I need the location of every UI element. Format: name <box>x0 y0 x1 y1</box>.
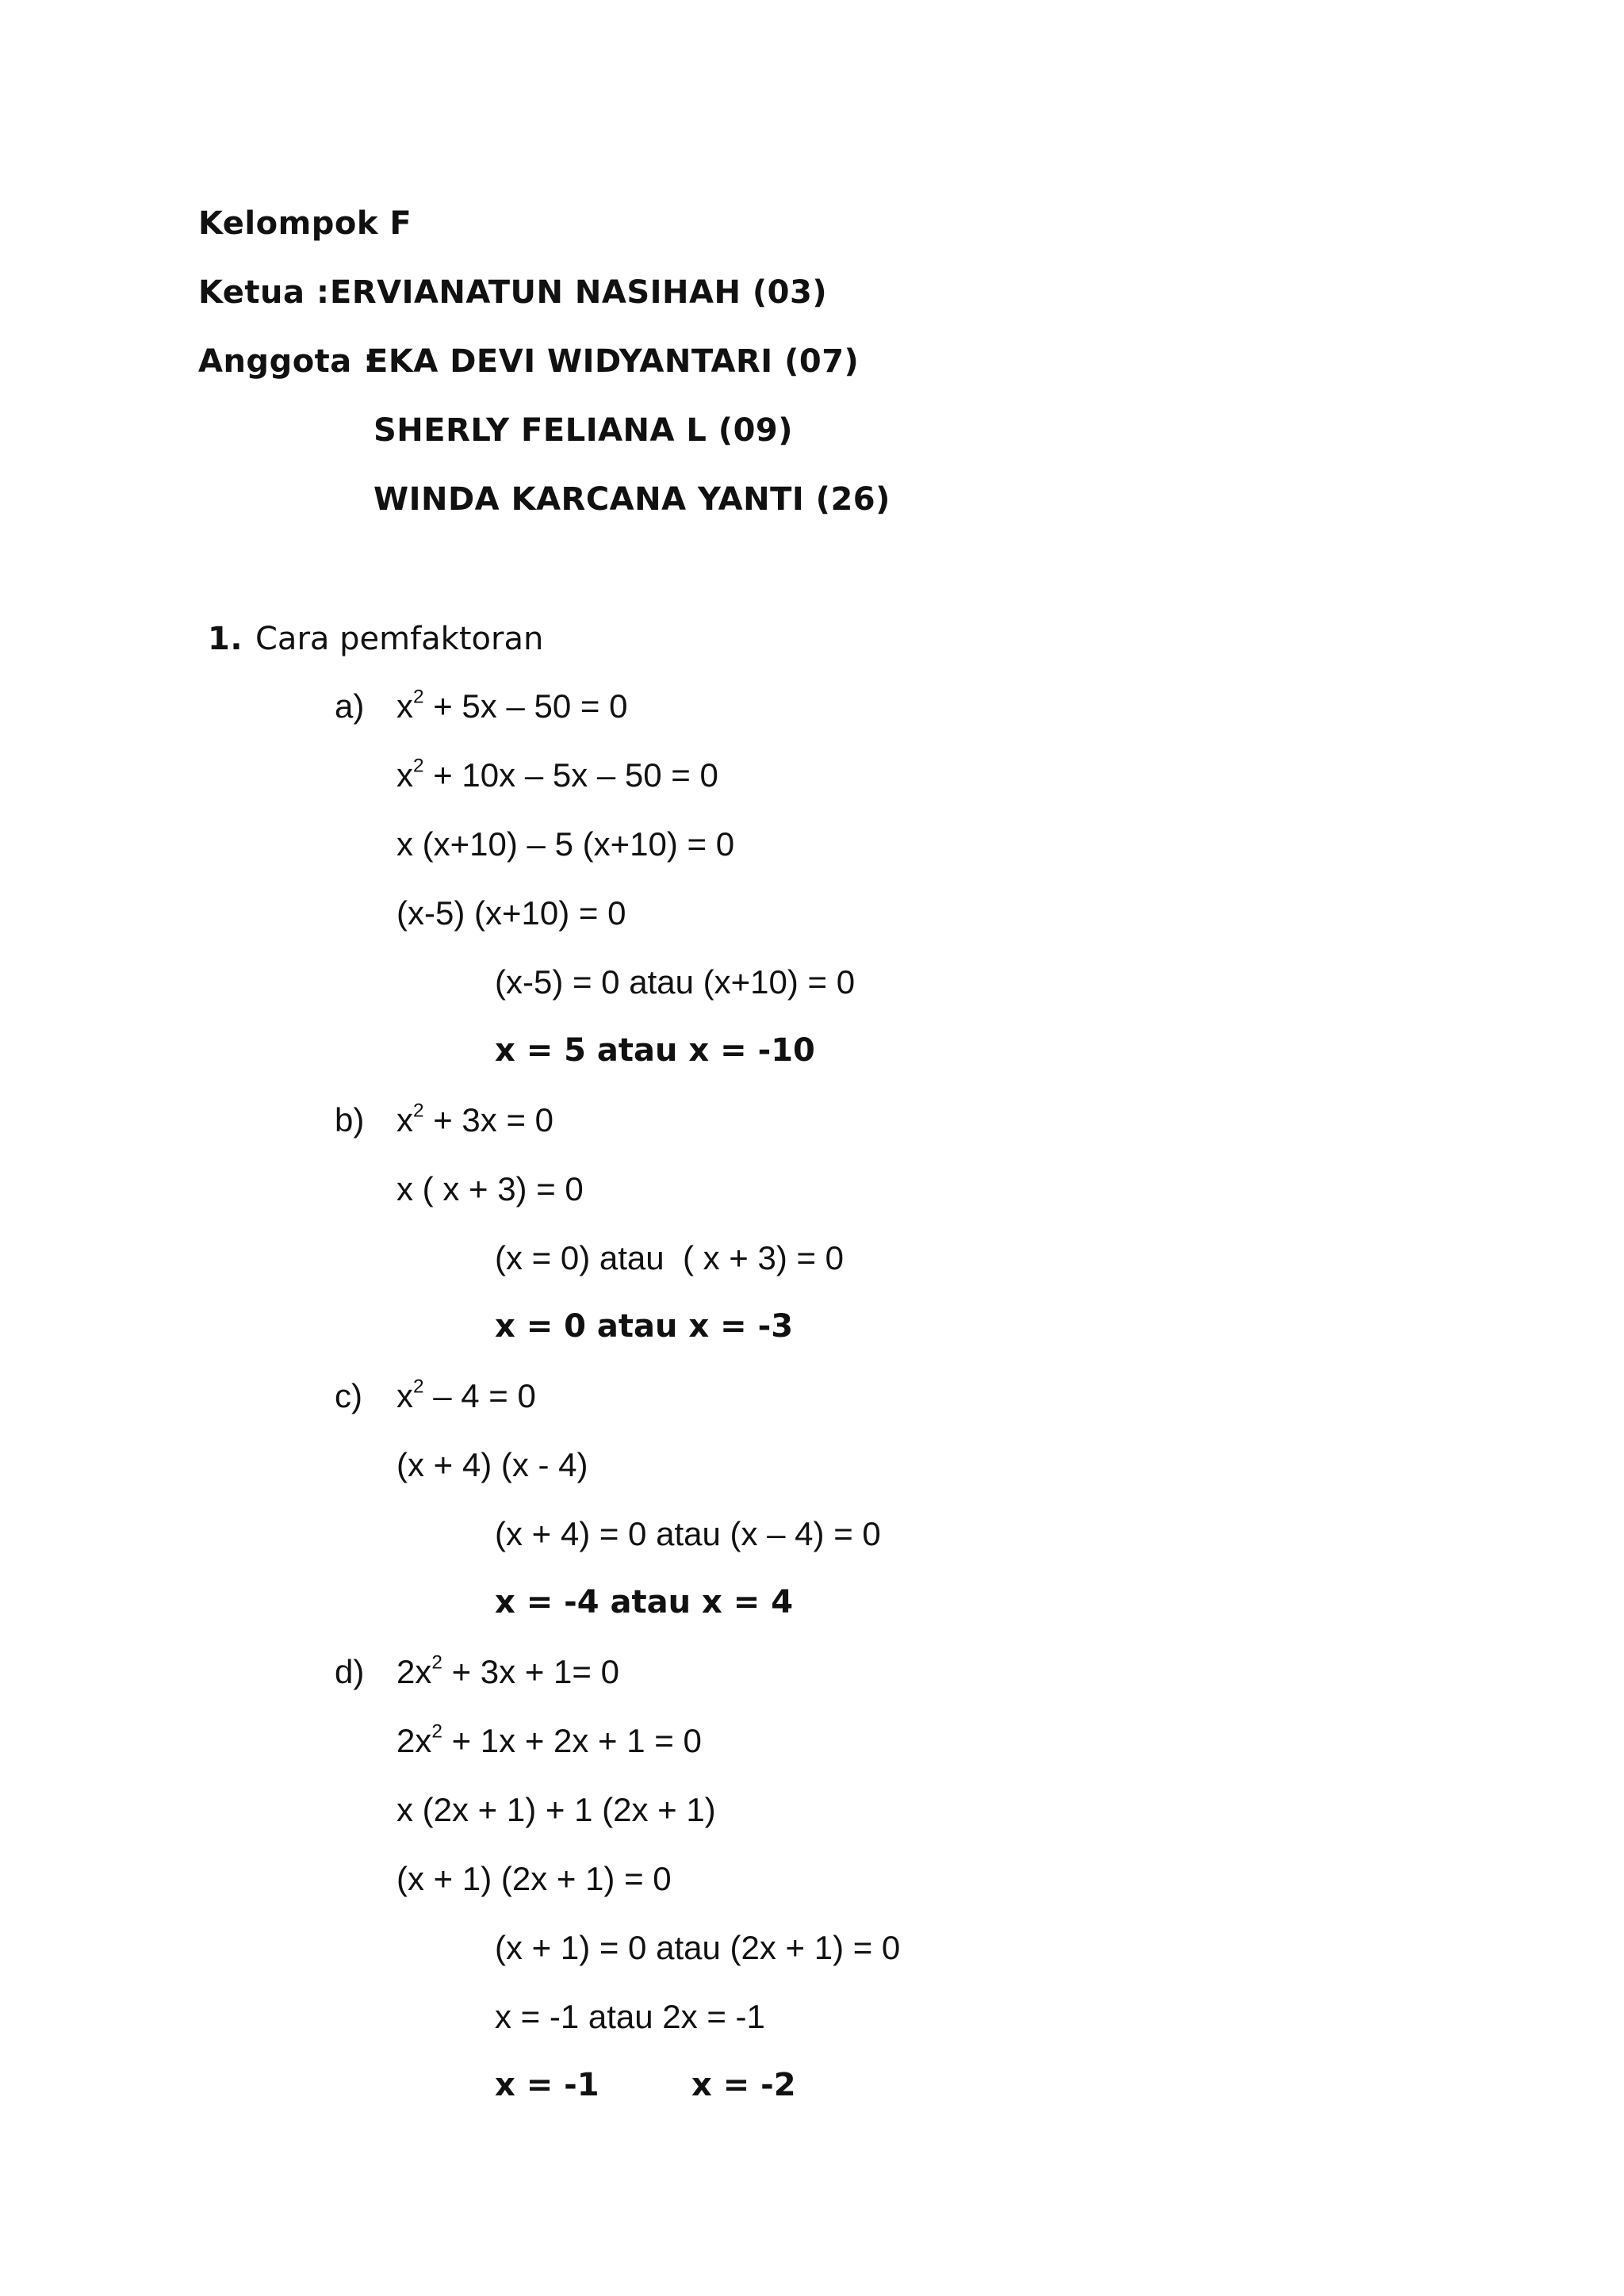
member-name: WINDA KARCANA YANTI (26) <box>373 481 891 518</box>
problem-b-label: b) <box>335 1101 365 1138</box>
problem-c-step-1: $x^2 - 4 = 0$ <box>396 1376 536 1414</box>
problem-d-step-6: x = -1 atau 2x = -1 <box>495 1998 765 2035</box>
problem-a-step-3: x (x+10) – 5 (x+10) = 0 <box>396 825 735 863</box>
member-name: EKA DEVI WIDYANTARI (07) <box>366 343 860 380</box>
problem-b-answer: x = 0 atau x = -3 <box>495 1308 794 1345</box>
problem-d-step-5: (x + 1) = 0 atau (2x + 1) = 0 <box>495 1929 901 1966</box>
problem-b-step-1: $x^2 + 3x = 0$ <box>396 1100 554 1138</box>
problem-c-step-2: (x + 4) (x - 4) <box>396 1446 588 1483</box>
problem-a-step-2: $x^2 + 10x - 5x - 50 = 0$ <box>396 755 718 794</box>
section-title: Cara pemfaktoran <box>255 621 544 657</box>
problem-d-step-4: (x + 1) (2x + 1) = 0 <box>396 1860 672 1897</box>
problem-b-step-2: x ( x + 3) = 0 <box>396 1170 584 1207</box>
problem-c-answer: x = -4 atau x = 4 <box>495 1584 794 1621</box>
problem-d-step-2: $2x^2 + 1x + 2x + 1 = 0$ <box>396 1720 702 1759</box>
problem-d-answer-2: x = -2 <box>691 2067 796 2103</box>
problem-c-label: c) <box>335 1377 362 1414</box>
problem-a-answer: x = 5 atau x = -10 <box>495 1032 815 1069</box>
problem-a-step-5: (x-5) = 0 atau (x+10) = 0 <box>495 963 856 1001</box>
members-label: Anggota : <box>198 343 377 380</box>
member-name: SHERLY FELIANA L (09) <box>373 412 794 449</box>
problem-d-answer-1: x = -1 <box>495 2067 599 2103</box>
leader-label: Ketua : <box>198 274 330 311</box>
problem-a-step-1: $x^2 + 5x - 50 = 0$ <box>396 686 628 725</box>
group-title: Kelompok F <box>198 205 412 242</box>
problem-d-step-3: x (2x + 1) + 1 (2x + 1) <box>396 1791 716 1828</box>
problem-a-label: a) <box>335 687 365 725</box>
problem-b-step-3: (x = 0) atau ( x + 3) = 0 <box>495 1239 845 1276</box>
problem-c-step-3: (x + 4) = 0 atau (x – 4) = 0 <box>495 1515 881 1552</box>
section-number: 1. <box>208 621 243 657</box>
problem-d-step-1: $2x^2 + 3x + 1= 0$ <box>396 1651 619 1690</box>
problem-d-label: d) <box>335 1653 365 1690</box>
leader-name: ERVIANATUN NASIHAH (03) <box>330 274 828 311</box>
problem-a-step-4: (x-5) (x+10) = 0 <box>396 894 626 932</box>
